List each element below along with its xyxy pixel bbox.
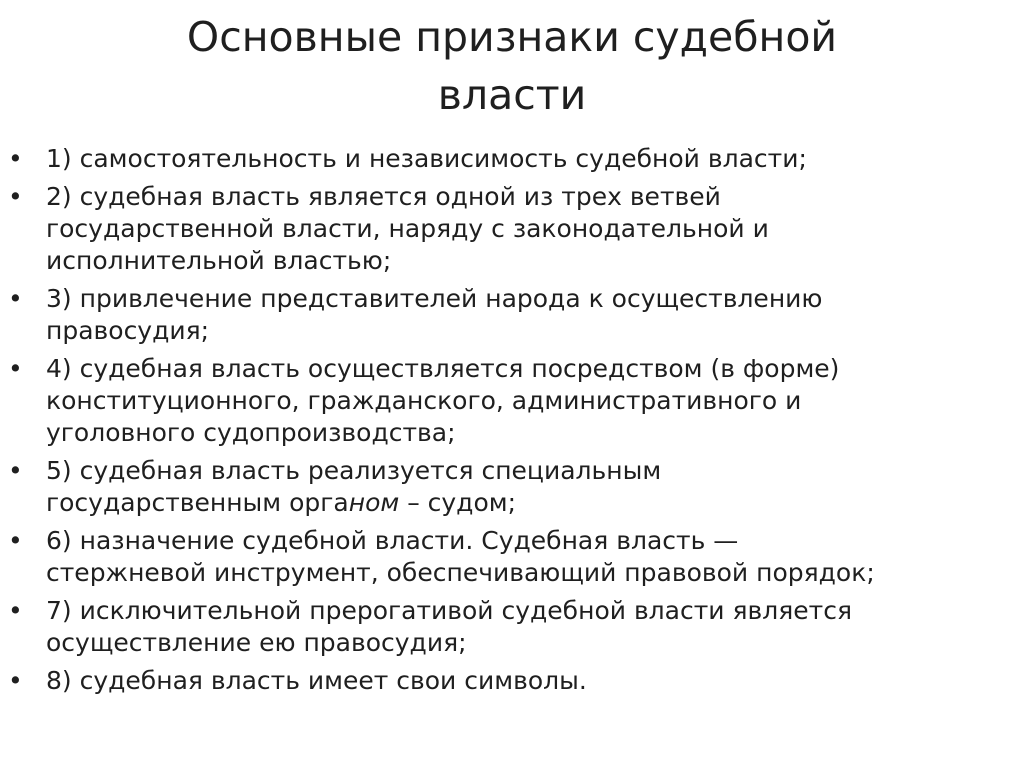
bullet-item-7 [8,595,1018,659]
slide-title-line-2: власти [437,71,587,119]
bullet-list [8,143,1018,703]
bullet-item-2-line-2: государственной власти, наряду с законодательной и [46,214,769,243]
bullet-marker: • [8,456,23,485]
bullet-marker: • [8,182,23,211]
bullet-item-8-line-1: 8) судебная власть имеет свои символы. [46,666,587,695]
bullet-item-5-line-2-text: государственным орга [46,488,349,517]
bullet-item-7-line-1: 7) исключительной прерогативой судебной власти является [46,596,852,625]
bullet-marker: • [8,666,23,695]
bullet-item-4-line-2: конституционного, гражданского, административного и [46,386,802,415]
bullet-item-2-line-1: 2) судебная власть является одной из трех ветвей [46,182,721,211]
bullet-item-4 [8,353,1018,449]
bullet-item-1 [8,143,1018,175]
bullet-marker: • [8,526,23,555]
bullet-item-5-line-2-end: – судом; [399,488,517,517]
bullet-item-1-line-1: 1) самостоятельность и независимость судебной власти; [46,144,807,173]
bullet-item-6-line-2: стержневой инструмент, обеспечивающий правовой порядок; [46,558,875,587]
slide-title-line-1: Основные признаки судебной [186,13,838,61]
bullet-marker: • [8,354,23,383]
bullet-item-5-line-2 [46,487,1018,519]
bullet-item-3-line-2: правосудия; [46,316,210,345]
bullet-item-2 [8,181,1018,277]
bullet-item-6 [8,525,1018,589]
bullet-item-4-line-3: уголовного судопроизводства; [46,418,456,447]
bullet-item-5-line-1: 5) судебная власть реализуется специальным [46,456,662,485]
bullet-item-5 [8,455,1018,519]
slide-title [60,8,964,124]
bullet-marker: • [8,284,23,313]
bullet-item-5-italic-text: ном [348,488,400,517]
bullet-item-3 [8,283,1018,347]
bullet-item-4-line-1: 4) судебная власть осуществляется посредством (в форме) [46,354,840,383]
bullet-item-6-line-1: 6) назначение судебной власти. Судебная власть — [46,526,739,555]
bullet-item-2-line-3: исполнительной властью; [46,246,392,275]
bullet-item-8 [8,665,1018,697]
bullet-item-3-line-1: 3) привлечение представителей народа к осуществлению [46,284,823,313]
bullet-marker: • [8,144,23,173]
bullet-marker: • [8,596,23,625]
bullet-item-7-line-2: осуществление ею правосудия; [46,628,467,657]
